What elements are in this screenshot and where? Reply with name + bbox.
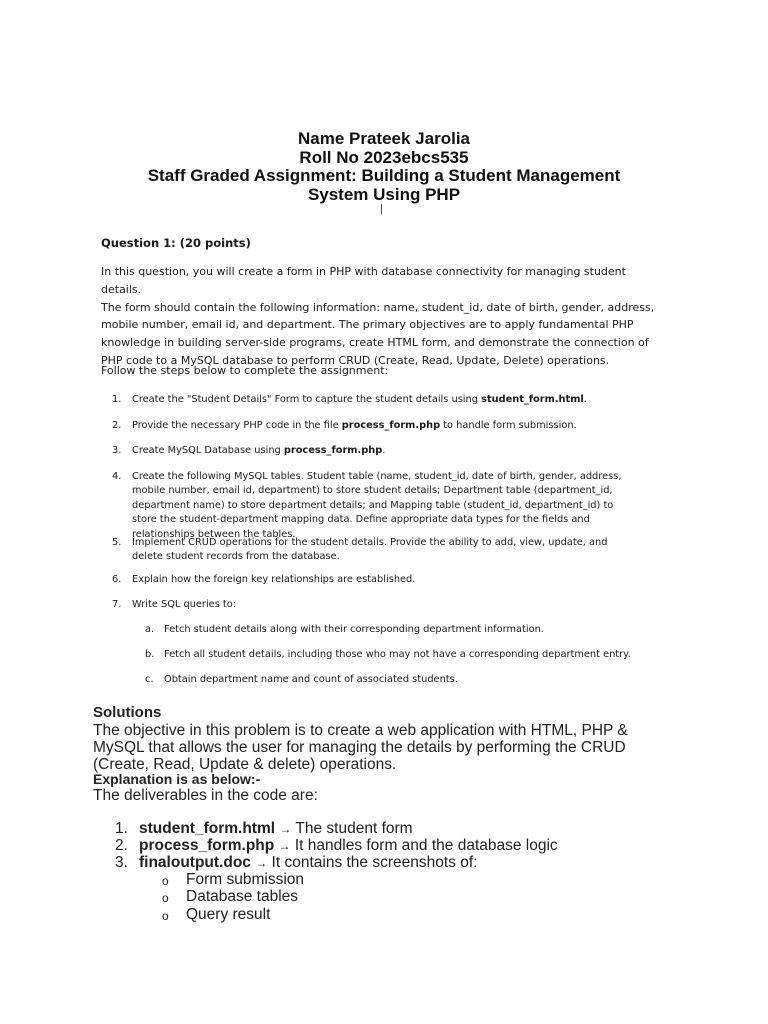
- roll-number: Roll No 2023ebcs535: [299, 147, 469, 167]
- deliverable-content: finaloutput.doc → It contains the screenshots of:: [139, 854, 478, 871]
- deliverable-file: student_form.html: [139, 820, 276, 837]
- step-number: 7.: [112, 599, 122, 610]
- deliverable-file: process_form.php: [139, 837, 275, 854]
- student-name: Name Prateek Jarolia: [298, 129, 470, 148]
- sub-step-letter: a.: [145, 624, 155, 635]
- explanation-heading: Explanation is as below:-: [93, 771, 261, 787]
- deliverable-number: 1.: [115, 820, 128, 837]
- step-text: Explain how the foreign key relationships are established.: [132, 574, 416, 585]
- follow-steps-text: Follow the steps below to complete the assignment:: [101, 364, 389, 377]
- question-paragraph-line: The form should contain the following information: name, student_id, date of birth, gender, address,: [101, 300, 655, 314]
- step-number: 1.: [112, 394, 122, 405]
- screenshot-item-text: Query result: [186, 906, 271, 923]
- deliverables-intro: The deliverables in the code are:: [93, 787, 318, 804]
- step-number: 3.: [112, 445, 122, 456]
- step-text: Create the "Student Details" Form to capture the student details using student_form.html.: [132, 394, 587, 405]
- screenshot-item-text: Database tables: [186, 888, 299, 905]
- question-paragraph: [101, 263, 661, 370]
- step-text: Create MySQL Database using process_form.php.: [132, 445, 386, 456]
- sub-step-text: Obtain department name and count of associated students.: [164, 674, 458, 685]
- screenshot-item-text: Form submission: [186, 871, 304, 888]
- question-paragraph-line: PHP code to a MySQL database to perform CRUD (Create, Read, Update, Delete) operations.: [101, 353, 610, 367]
- deliverable-number: 3.: [115, 854, 128, 871]
- step-number: 5.: [112, 537, 122, 548]
- step-number: 2.: [112, 420, 122, 431]
- solutions-heading: Solutions: [93, 704, 162, 721]
- deliverable-content: student_form.html → The student form: [139, 820, 413, 837]
- right-arrow-icon: →: [279, 822, 292, 836]
- question-title: Question 1: (20 points): [101, 236, 251, 250]
- step-text: Write SQL queries to:: [132, 599, 237, 610]
- right-arrow-icon: →: [255, 856, 268, 870]
- step-text: Implement CRUD operations for the student details. Provide the ability to add, view, update, and delete student records from the database.: [132, 537, 608, 563]
- text-cursor-mark: [381, 204, 382, 214]
- step-number: 6.: [112, 574, 122, 585]
- bullet-marker-icon: o: [162, 909, 169, 923]
- bullet-marker-icon: o: [162, 874, 169, 888]
- sub-step-text: Fetch student details along with their corresponding department information.: [164, 624, 544, 635]
- question-paragraph-line: knowledge in building server-side programs, create HTML form, and demonstrate the connection of: [101, 336, 649, 350]
- deliverable-content: process_form.php → It handles form and the database logic: [139, 837, 558, 854]
- deliverable-number: 2.: [115, 837, 128, 854]
- sub-step-text: Fetch all student details, including those who may not have a corresponding department entry.: [164, 649, 631, 660]
- question-paragraph-line: In this question, you will create a form in PHP with database connectivity for managing student details.: [101, 265, 626, 296]
- right-arrow-icon: →: [278, 839, 291, 853]
- sub-step-letter: b.: [145, 649, 155, 660]
- step-text: Provide the necessary PHP code in the file process_form.php to handle form submission.: [132, 420, 577, 431]
- assignment-title-line-2: System Using PHP: [307, 184, 461, 204]
- sub-step-letter: c.: [145, 674, 154, 685]
- question-paragraph-line: mobile number, email id, and department. The primary objectives are to apply fundamental PHP: [101, 318, 634, 332]
- step-text: Create the following MySQL tables. Student table (name, student_id, date of birth, gender, address, mobile number, email id, department) to store student details; Department table (department_id, department name) to store department details; and Mapping table (student_id, department_id) to store the student-department mapping data. Define appropriate data types for the fields and relationships between the tables.: [132, 471, 622, 540]
- document-header: [0, 130, 768, 204]
- assignment-title-line-1: Staff Graded Assignment: Building a Student Management: [147, 166, 621, 185]
- bullet-marker-icon: o: [162, 891, 169, 905]
- deliverable-file: finaloutput.doc: [139, 854, 251, 871]
- solutions-paragraph: The objective in this problem is to create a web application with HTML, PHP & MySQL that allows the user for managing the details by performing the CRUD (Create, Read, Update & delete) operations.: [93, 722, 628, 773]
- step-number: 4.: [112, 471, 122, 482]
